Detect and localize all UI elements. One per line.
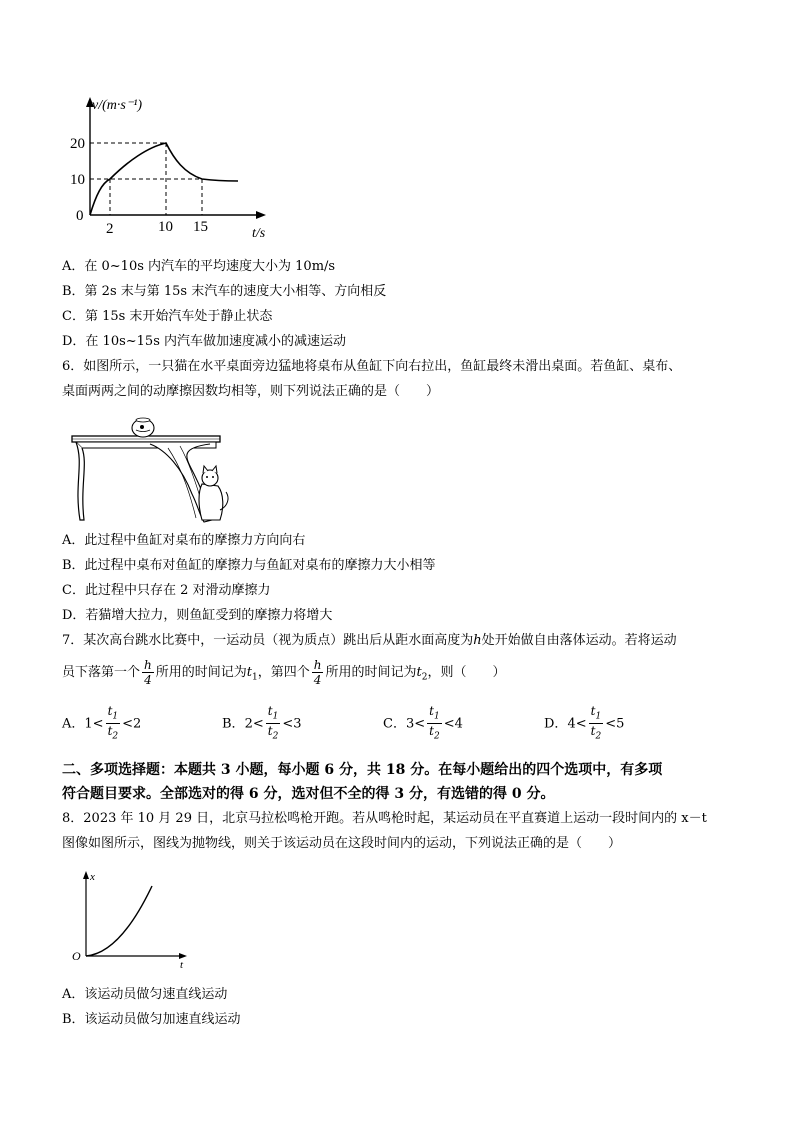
q7-option-b: B．2< $\frac{t_1}{t_2}$ <3 <box>222 704 302 742</box>
y-axis-label: v/(m·s⁻¹) <box>92 98 143 113</box>
q6-stem-line1: 6．如图所示，一只猫在水平桌面旁边猛地将桌布从鱼缸下向右拉出，鱼缸最终未滑出桌面。若鱼缸、桌布、 <box>62 359 682 374</box>
q6-option-b: B．此过程中桌布对鱼缸的摩擦力与鱼缸对桌布的摩擦力大小相等 <box>62 558 436 573</box>
y-tick-10: 10 <box>70 172 85 188</box>
q8-stem-line2: 图像如图所示，图线为抛物线，则关于该运动员在这段时间内的运动，下列说法正确的是（ ） <box>62 836 622 851</box>
fraction-h-over-4: $\frac{h}{4}$ <box>144 658 152 687</box>
q6-option-d: D．若猫增大拉力，则鱼缸受到的摩擦力将增大 <box>62 608 333 623</box>
q7-option-d: D．4< $\frac{t_1}{t_2}$ <5 <box>544 704 625 742</box>
position-time-graph <box>70 868 195 970</box>
q8-option-a: A．该运动员做匀速直线运动 <box>62 987 228 1002</box>
q8-stem-line1: 8．2023 年 10 月 29 日，北京马拉松鸣枪开跑。若从鸣枪时起，某运动员在平直赛道上运动一段时间内的 x－t <box>62 811 707 826</box>
graph-x-axis-label: x <box>90 871 95 883</box>
q5-option-a: A．在 0~10s 内汽车的平均速度大小为 10m/s <box>62 259 336 274</box>
y-tick-20: 20 <box>70 136 85 152</box>
graph-t-axis-label: t <box>180 959 184 970</box>
q7-option-a: A．1< $\frac{t_1}{t_2}$ <2 <box>62 704 142 742</box>
x-tick-2: 2 <box>106 221 114 237</box>
x-axis-label: t/s <box>252 226 266 241</box>
q6-stem-line2: 桌面两两之间的动摩擦因数均相等，则下列说法正确的是（ ） <box>62 384 440 399</box>
q6-option-a: A．此过程中鱼缸对桌布的摩擦力方向向右 <box>62 533 306 548</box>
q7-option-c: C．3< $\frac{t_1}{t_2}$ <4 <box>383 704 463 742</box>
q5-option-d: D．在 10s~15s 内汽车做加速度减小的减速运动 <box>62 334 347 349</box>
q5-option-c: C．第 15s 末开始汽车处于静止状态 <box>62 309 273 324</box>
cat-icon <box>199 466 228 520</box>
y-tick-0: 0 <box>76 208 84 224</box>
q7-stem-line2: 员下落第一个 $\frac{h}{4}$ 所用的时间记为$t_1$，第四个 $\frac{h}{4}$ 所用的时间记为$t_2$，则（ ） <box>62 658 506 687</box>
velocity-time-graph <box>70 95 280 245</box>
graph-origin-label: O <box>72 949 81 963</box>
q7-stem-line1: 7．某次高台跳水比赛中，一运动员（视为质点）跳出后从距水面高度为h处开始做自由落体运动。若将运动 <box>62 633 677 648</box>
q8-option-b: B．该运动员做匀加速直线运动 <box>62 1012 241 1027</box>
q5-option-b: B．第 2s 末与第 15s 末汽车的速度大小相等、方向相反 <box>62 284 387 299</box>
q6-option-c: C．此过程中只存在 2 对滑动摩擦力 <box>62 583 271 598</box>
section2-heading-line2: 符合题目要求。全部选对的得 6 分，选对但不全的得 3 分，有选错的得 0 分。 <box>62 786 555 802</box>
x-tick-10: 10 <box>158 219 173 235</box>
x-tick-15: 15 <box>193 219 208 235</box>
section2-heading-line1: 二、多项选择题：本题共 3 小题，每小题 6 分，共 18 分。在每小题给出的四个选项中，有多项 <box>62 762 663 778</box>
cat-table-illustration <box>70 414 240 526</box>
